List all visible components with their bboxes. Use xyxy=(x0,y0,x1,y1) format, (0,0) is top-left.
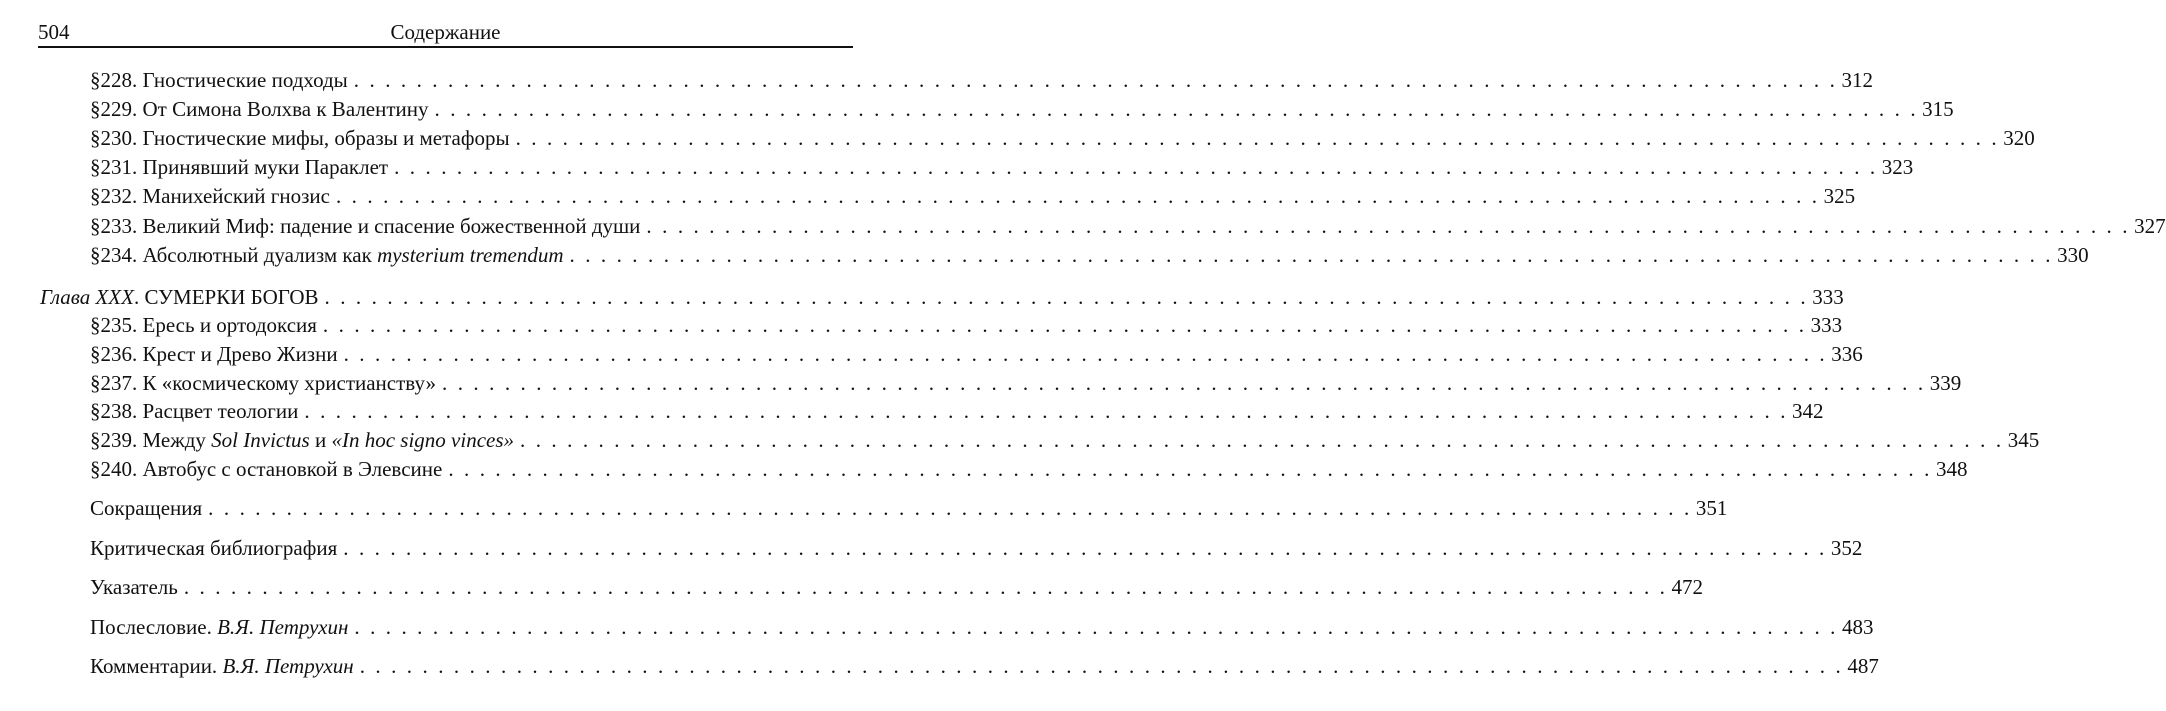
dot-leader: . . . . . . . . . . . . . . . . . . . . . . . . . . . . . . . . . . . . . . . . . . . . . . . . . . . . . . . . . . . . . . . . . . . . . . . . . . . . . . . . . . . . . . . . . . . . . . . xyxy=(442,371,1926,395)
toc-entry-title: Сокращения xyxy=(90,496,203,520)
toc-entry[interactable] xyxy=(90,124,2035,152)
toc-entry[interactable] xyxy=(90,340,1863,368)
toc-entry-page: 333 xyxy=(1812,285,1844,309)
toc-entry-title: §237. К «космическому христианству» xyxy=(90,371,437,395)
toc-entry[interactable] xyxy=(90,66,1873,94)
toc-entry-title xyxy=(90,613,348,641)
dot-leader: . . . . . . . . . . . . . . . . . . . . . . . . . . . . . . . . . . . . . . . . . . . . . . . . . . . . . . . . . . . . . . . . . . . . . . . . . . . . . . . . . . . . . . . . . . . . . . . xyxy=(646,214,2131,238)
toc-backmatter-entry[interactable] xyxy=(90,573,1704,601)
dot-leader: . . . . . . . . . . . . . . . . . . . . . . . . . . . . . . . . . . . . . . . . . . . . . . . . . . . . . . . . . . . . . . . . . . . . . . . . . . . . . . . . . . . . . . . . . . . . . . . xyxy=(304,399,1789,423)
dot-leader: . . . . . . . . . . . . . . . . . . . . . . . . . . . . . . . . . . . . . . . . . . . . . . . . . . . . . . . . . . . . . . . . . . . . . . . . . . . . . . . . . . . . . . . . . . . . . . . xyxy=(569,243,2054,267)
toc-entry[interactable] xyxy=(90,95,1954,123)
toc-entry-title xyxy=(90,426,514,454)
toc-entry-page: 336 xyxy=(1831,342,1863,366)
toc-entry-author: В.Я. Петрухин xyxy=(217,615,349,639)
dot-leader: . . . . . . . . . . . . . . . . . . . . . . . . . . . . . . . . . . . . . . . . . . . . . . . . . . . . . . . . . . . . . . . . . . . . . . . . . . . . . . . . . . . . . . . . . . . . . . . xyxy=(448,457,1932,481)
toc-entry-page: 487 xyxy=(1847,654,1879,678)
running-title: Содержание xyxy=(390,20,501,44)
toc-entry-title: §232. Манихейский гнозис xyxy=(90,184,330,208)
toc-entry[interactable] xyxy=(90,311,1843,339)
toc-entry-page: 339 xyxy=(1929,371,1962,395)
toc-entry-title: §228. Гностические подходы xyxy=(90,68,348,92)
toc-entry-page: 327 xyxy=(2134,214,2166,238)
toc-backmatter-entry[interactable] xyxy=(90,652,1879,680)
toc-entry[interactable] xyxy=(90,369,1962,397)
toc-entry-page: 333 xyxy=(1810,313,1843,337)
toc-entry-page: 345 xyxy=(2007,428,2040,452)
toc-entry-title-plain: Комментарии. xyxy=(90,654,223,678)
toc-entry[interactable] xyxy=(90,212,2166,240)
toc-entry-title xyxy=(90,241,564,269)
toc-entry-title-plain: §234. Абсолютный дуализм как xyxy=(90,243,378,267)
toc-entry-page: 342 xyxy=(1792,399,1824,423)
toc-entry-title: §233. Великий Миф: падение и спасение божественной души xyxy=(90,214,641,238)
dot-leader: . . . . . . . . . . . . . . . . . . . . . . . . . . . . . . . . . . . . . . . . . . . . . . . . . . . . . . . . . . . . . . . . . . . . . . . . . . . . . . . . . . . . . . . . . . . . . . . xyxy=(343,342,1828,366)
toc-entry-page: 320 xyxy=(2003,126,2035,150)
toc-entry-title: §230. Гностические мифы, образы и метафоры xyxy=(90,126,510,150)
toc-entry-title-plain: §239. Между xyxy=(90,428,212,452)
dot-leader: . . . . . . . . . . . . . . . . . . . . . . . . . . . . . . . . . . . . . . . . . . . . . . . . . . . . . . . . . . . . . . . . . . . . . . . . . . . . . . . . . . . . . . . . . . . . . . . xyxy=(515,126,2000,150)
toc-chapter-name: . СУМЕРКИ БОГОВ xyxy=(133,285,319,309)
dot-leader: . . . . . . . . . . . . . . . . . . . . . . . . . . . . . . . . . . . . . . . . . . . . . . . . . . . . . . . . . . . . . . . . . . . . . . . . . . . . . . . . . . . . . . . . . . . . . . . xyxy=(324,285,1809,309)
toc-entry-page: 312 xyxy=(1841,68,1873,92)
toc-backmatter-entry[interactable] xyxy=(90,534,1863,562)
toc-entry-page: 352 xyxy=(1830,536,1863,560)
page-header xyxy=(38,20,853,48)
dot-leader: . . . . . . . . . . . . . . . . . . . . . . . . . . . . . . . . . . . . . . . . . . . . . . . . . . . . . . . . . . . . . . . . . . . . . . . . . . . . . . . . . . . . . . . . . . . . . . . xyxy=(354,615,1839,639)
toc-entry[interactable] xyxy=(90,455,1968,483)
toc-entry[interactable] xyxy=(90,153,1914,181)
dot-leader: . . . . . . . . . . . . . . . . . . . . . . . . . . . . . . . . . . . . . . . . . . . . . . . . . . . . . . . . . . . . . . . . . . . . . . . . . . . . . . . . . . . . . . . . . . . . . . . xyxy=(183,575,1668,599)
dot-leader: . . . . . . . . . . . . . . . . . . . . . . . . . . . . . . . . . . . . . . . . . . . . . . . . . . . . . . . . . . . . . . . . . . . . . . . . . . . . . . . . . . . . . . . . . . . . . . . xyxy=(208,496,1692,520)
toc-entry-page: 351 xyxy=(1695,496,1728,520)
toc-backmatter-entry[interactable] xyxy=(90,613,1874,641)
dot-leader: . . . . . . . . . . . . . . . . . . . . . . . . . . . . . . . . . . . . . . . . . . . . . . . . . . . . . . . . . . . . . . . . . . . . . . . . . . . . . . . . . . . . . . . . . . . . . . . xyxy=(335,184,1820,208)
toc-entry-title: §236. Крест и Древо Жизни xyxy=(90,342,338,366)
toc-entry-page: 325 xyxy=(1823,184,1856,208)
toc-entry-title: §231. Принявший муки Параклет xyxy=(90,155,389,179)
toc-entry-title: Критическая библиография xyxy=(90,536,338,560)
toc-entry-title: §235. Ересь и ортодоксия xyxy=(90,313,317,337)
toc-entry-page: 323 xyxy=(1881,155,1914,179)
dot-leader: . . . . . . . . . . . . . . . . . . . . . . . . . . . . . . . . . . . . . . . . . . . . . . . . . . . . . . . . . . . . . . . . . . . . . . . . . . . . . . . . . . . . . . . . . . . . . . . xyxy=(394,155,1878,179)
toc-entry-page: 330 xyxy=(2057,243,2089,267)
toc-entry-title-plain: Послесловие. xyxy=(90,615,218,639)
dot-leader: . . . . . . . . . . . . . . . . . . . . . . . . . . . . . . . . . . . . . . . . . . . . . . . . . . . . . . . . . . . . . . . . . . . . . . . . . . . . . . . . . . . . . . . . . . . . . . . xyxy=(520,428,2004,452)
toc-entry-author: В.Я. Петрухин xyxy=(222,654,354,678)
toc-entry[interactable] xyxy=(90,426,2040,454)
toc-entry-title: §238. Расцвет теологии xyxy=(90,399,299,423)
toc-entry-title xyxy=(90,652,354,680)
toc-entry[interactable] xyxy=(90,182,1856,210)
toc-entry-page: 472 xyxy=(1671,575,1704,599)
dot-leader: . . . . . . . . . . . . . . . . . . . . . . . . . . . . . . . . . . . . . . . . . . . . . . . . . . . . . . . . . . . . . . . . . . . . . . . . . . . . . . . . . . . . . . . . . . . . . . . xyxy=(359,654,1844,678)
toc-backmatter-entry[interactable] xyxy=(90,494,1728,522)
toc-entry-page: 315 xyxy=(1922,97,1954,121)
toc-entry[interactable] xyxy=(90,397,1824,425)
dot-leader: . . . . . . . . . . . . . . . . . . . . . . . . . . . . . . . . . . . . . . . . . . . . . . . . . . . . . . . . . . . . . . . . . . . . . . . . . . . . . . . . . . . . . . . . . . . . . . . xyxy=(343,536,1827,560)
page-number: 504 xyxy=(38,20,70,44)
dot-leader: . . . . . . . . . . . . . . . . . . . . . . . . . . . . . . . . . . . . . . . . . . . . . . . . . . . . . . . . . . . . . . . . . . . . . . . . . . . . . . . . . . . . . . . . . . . . . . . xyxy=(353,68,1838,92)
toc-chapter-title xyxy=(40,283,319,311)
toc-entry-title: §240. Автобус с остановкой в Элевсине xyxy=(90,457,443,481)
toc-entry[interactable] xyxy=(90,241,2089,269)
toc-chapter-entry[interactable] xyxy=(40,283,1844,311)
dot-leader: . . . . . . . . . . . . . . . . . . . . . . . . . . . . . . . . . . . . . . . . . . . . . . . . . . . . . . . . . . . . . . . . . . . . . . . . . . . . . . . . . . . . . . . . . . . . . . . xyxy=(322,313,1807,337)
toc-entry-page: 483 xyxy=(1842,615,1874,639)
toc-entry-title: Указатель xyxy=(90,575,178,599)
toc-entry-title-italic: «In hoc signo vinces» xyxy=(331,428,515,452)
toc-chapter-number: Глава XXX xyxy=(40,285,134,309)
toc-entry-title-plain: и xyxy=(309,428,332,452)
toc-entry-page: 348 xyxy=(1935,457,1968,481)
toc-entry-title: §229. От Симона Волхва к Валентину xyxy=(90,97,429,121)
toc-entry-title-italic: mysterium tremendum xyxy=(377,243,564,267)
toc-entry-title-italic: Sol Invictus xyxy=(211,428,310,452)
dot-leader: . . . . . . . . . . . . . . . . . . . . . . . . . . . . . . . . . . . . . . . . . . . . . . . . . . . . . . . . . . . . . . . . . . . . . . . . . . . . . . . . . . . . . . . . . . . . . . . xyxy=(434,97,1919,121)
